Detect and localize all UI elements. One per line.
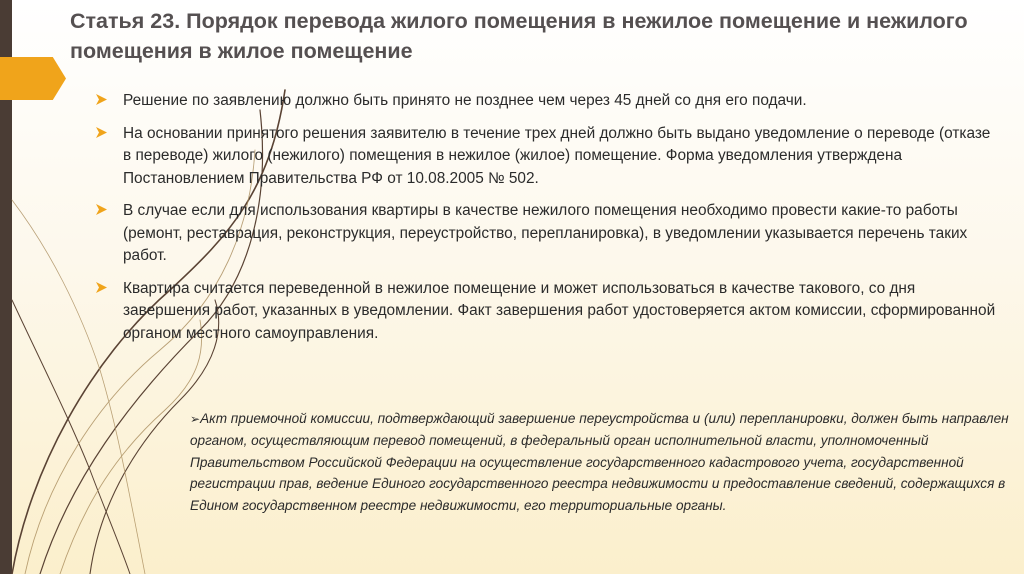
list-item [96, 123, 1001, 191]
orange-arrow-bullet-icon [96, 204, 107, 215]
list-item [96, 90, 1001, 113]
orange-arrow-bullet-icon [96, 94, 107, 105]
orange-arrow-bullet-icon [96, 127, 107, 138]
list-item [96, 278, 1001, 346]
orange-arrow-bullet-icon [96, 282, 107, 293]
note-text: Акт приемочной комиссии, подтверждающий завершение переустройства и (или) перепланировки, должен быть направлен органом, осуществляющим перевод помещений, в федеральный орган исполнительной власти, уполномоченный Правительством Российской Федерации на осуществление государственного кадастрового учета, государственной регистрации прав, ведение Единого государственного реестра недвижимости и предоставление сведений, содержащихся в Едином государственном реестре недвижимости, его территориальные органы. [190, 411, 1009, 513]
note-paragraph [190, 408, 1024, 516]
list-item-text: В случае если для использования квартиры в качестве нежилого помещения необходимо провести какие-то работы (ремонт, реставрация, реконструкция, переустройство, перепланировка), в уведомлении указывается перечень таких работ. [123, 202, 968, 264]
bullet-list [96, 90, 1001, 355]
list-item-text: Квартира считается переведенной в нежилое помещение и может использоваться в качестве такового, со дня завершения работ, указанных в уведомлении. Факт завершения работ удостоверяется актом комиссии, сформированной органом местного самоуправления. [123, 279, 996, 342]
list-item-text: На основании принятого решения заявителю в течение трех дней должно быть выдано уведомление о переводе (отказе в переводе) жилого (нежилого) помещения в нежилое (жилое) помещение. Форма уведомления утверждена Постановлением Правительства РФ от 10.08.2005 № 502. [123, 124, 991, 187]
page-title: Статья 23. Порядок перевода жилого помещения в нежилое помещение и нежилого помещения в жилое помещение [70, 9, 968, 63]
list-item-text: Решение по заявлению должно быть принято не позднее чем через 45 дней со дня его подачи. [123, 92, 807, 109]
arrow-bullet-icon: ➢ [190, 412, 201, 426]
list-item [96, 200, 1001, 268]
